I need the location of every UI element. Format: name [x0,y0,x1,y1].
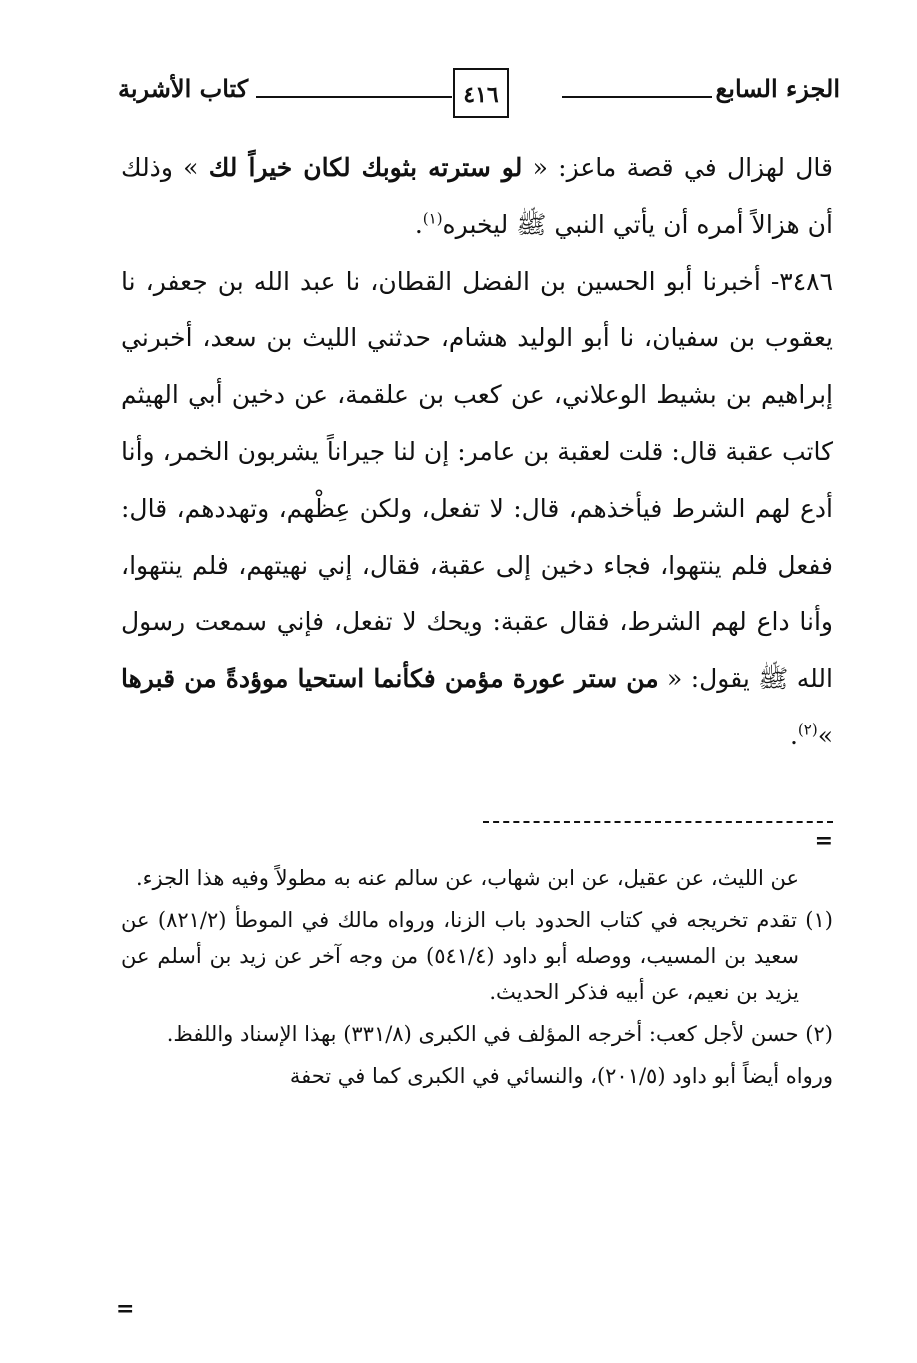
header-rule-right [562,96,712,98]
p1-end: . [414,209,423,239]
footnote-ref-2: (٢) [797,720,818,739]
footnote-ref-1: (١) [422,209,443,228]
footnote-2: (٢) حسن لأجل كعب: أخرجه المؤلف في الكبرى (٣٣١/٨) بهذا الإسناد واللفظ. [166,1022,833,1046]
footnote-separator [483,813,833,853]
page-number: ٤١٦ [453,68,509,118]
dashed-rule [483,821,833,823]
p1-text-a: قال لهزال في قصة ماعز: « [522,153,833,182]
footnotes [121,860,833,1100]
hadith-quote: من ستر عورة مؤمن فكأنما استحيا موؤدةً من قبرها [121,664,659,694]
header-rule-left [256,96,452,98]
p2-end: . [789,720,798,750]
footnote-1: (١) تقدم تخريجه في كتاب الحدود باب الزنا، ورواه مالك في الموطأ (٨٢١/٢) عن سعيد بن المسيب، ووصله أبو داود (٥٤١/٤) من وجه آخر عن زيد بن أسلم عن يزيد بن نعيم، عن أبيه فذكر الحديث. [121,908,833,1004]
p2-quote-close: » [817,720,833,750]
p1-text-b: » وذلك أن هزالاً أمره أن يأتي النبي ﷺ ليخبره [121,153,833,239]
paragraph-2 [121,254,833,765]
continuation-mark-top: = [814,828,833,854]
p1-quote: لو سترته بثوبك لكان خيراً لك [208,153,523,182]
continuation-mark-bottom: = [116,1296,135,1322]
main-text [121,140,833,765]
footnote-2-continued: ورواه أيضاً أبو داود (٢٠١/٥)، والنسائي في الكبرى كما في تحفة [289,1064,833,1088]
paragraph-1 [121,140,833,254]
p2-text: ٣٤٨٦- أخبرنا أبو الحسين بن الفضل القطان، نا عبد الله بن جعفر، نا يعقوب بن سفيان، نا أبو الوليد هشام، حدثني الليث بن سعد، أخبرني إبراهيم بن بشيط الوعلاني، عن كعب بن علقمة، عن دخين أبي الهيثم كاتب عقبة قال: قلت لعقبة بن عامر: إن لنا جيراناً يشربون الخمر، وأنا أدع لهم الشرط فيأخذهم، قال: لا تفعل، ولكن عِظْهم، وتهددهم، قال: ففعل فلم ينتهوا، فجاء دخين إلى عقبة، فقال، إني نهيتهم، فلم ينتهوا، وأنا داع لهم الشرط، فقال عقبة: ويحك لا تفعل، فإني سمعت رسول الله ﷺ يقول: « [121,266,833,694]
running-header [118,68,840,124]
footnote-carryover: عن الليث، عن عقيل، عن ابن شهاب، عن سالم عنه به مطولاً وفيه هذا الجزء. [135,866,799,890]
volume-title: الجزء السابع [715,74,840,103]
book-title: كتاب الأشربة [118,74,249,103]
